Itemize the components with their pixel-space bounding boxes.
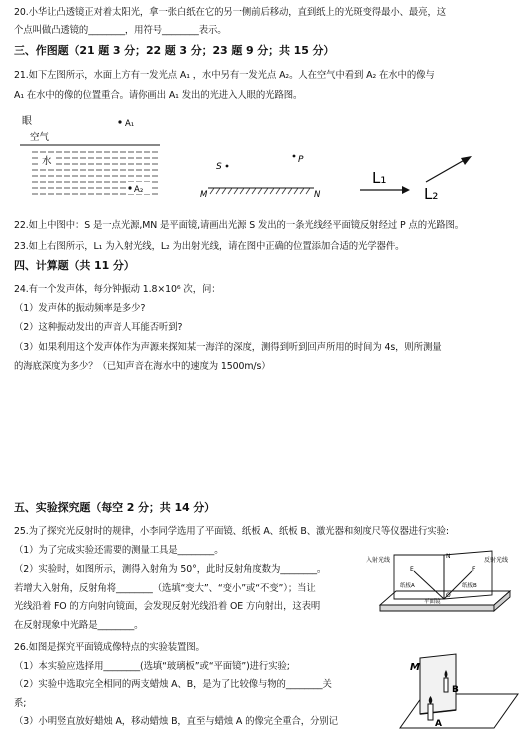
q25-part2-line3: 光线沿着 FO 的方向射向镜面，会发现反射光线沿着 OE 方向射出，这表明 [14,601,321,612]
q21-line1: 21.如下左图所示，水面上方有一发光点 A₁ ，水中另有一发光点 A₂。人在空气中看到 A₂ 在水中的像与 [14,70,435,81]
q21-line2: A₁ 在水中的像的位置重合。请你画出 A₁ 发出的光进入人眼的光路图。 [14,90,303,101]
fig21-a1-label: A₁ [125,119,135,129]
q24-text: 24.有一个发声体，每分钟振动 1.8×10⁶ 次，问： [14,284,221,295]
q25-part1: （1）为了完成实验还需要的测量工具是________。 [14,545,224,556]
fig21-a2-label: A₂ [134,185,144,195]
fig21-eye-label: 眼 [22,116,32,127]
q25-text: 25.为了探究光反射时的规律，小李同学选用了平面镜、纸板 A、纸板 B、激光器和刻度尺等仪器进行实验: [14,526,449,537]
q23-text: 23.如上右图所示，L₁ 为入射光线，L₂ 为出射光线，请在图中正确的位置添加合适的光学器件。 [14,241,405,252]
fig26-a-label: A [435,719,442,729]
fig26-m-label: M [410,662,420,673]
fig26-candle-a [428,704,433,720]
q24-part3-line2: 的海底深度为多少？（已知声音在海水中的速度为 1500m/s） [14,361,271,372]
q22-text: 22.如上中图中：S 是一点光源,MN 是平面镜,请画出光源 S 发出的一条光线经平面镜反射经过 P 点的光路图。 [14,220,465,231]
q26-part3: （3）小明竖直放好蜡烛 A，移动蜡烛 B，直至与蜡烛 A 的像完全重合，分别记 [14,716,338,727]
fig23-l1-label: L₁ [372,169,387,187]
fig25-o-label: O [446,592,451,599]
fig22-mirror-diagram [196,148,336,200]
fig21-water-label: 水 [42,156,52,167]
fig22-n-label: N [314,190,321,200]
fig22-p-dot [293,155,296,158]
fig21-air-label: 空气 [30,132,50,143]
fig21-a1-dot [118,120,121,123]
fig25-incident-ray [414,571,444,599]
fig25-mirror-label: 平面镜 [424,599,441,605]
fig22-mirror-hatch [210,188,310,194]
fig22-m-label: M [200,190,208,200]
q26-text: 26.如图是探究平面镜成像特点的实验装置图。 [14,642,205,653]
fig26-plane-mirror-diagram [398,648,520,730]
section3-heading: 三、作图题（21 题 3 分；22 题 3 分；23 题 9 分；共 15 分） [14,44,335,57]
fig25-f-label: F [472,566,476,573]
q20-line2: 个点叫做凸透镜的________，用符号________表示。 [14,25,227,36]
q25-part2-line4: 在反射现象中光路是________。 [14,620,144,631]
q26-part2-line1: （2）实验中选取完全相同的两支蜡烛 A、B，是为了比较像与物的________关 [14,679,332,690]
fig25-reflected-label: 反射光线 [484,557,509,564]
fig25-board-b-label: 纸板B [462,583,477,589]
fig26-table [400,694,518,728]
fig23-light-path-diagram [356,152,481,202]
fig25-board-a-label: 纸板A [400,583,415,589]
fig22-s-dot [226,165,229,168]
fig21-a2-dot [128,186,131,189]
fig25-e-label: E [410,566,414,573]
fig25-n-label: N [446,553,451,560]
fig26-glass-plate [420,654,456,714]
q24-part3-line1: （3）如果利用这个发声体作为声源来探知某一海洋的深度，测得到听到回声所用的时间为 4s，则所测量 [14,342,442,353]
fig23-l2-ray [426,158,468,182]
section5-heading: 五、实验探究题（每空 2 分；共 14 分） [14,501,216,514]
q24-part1: （1）发声体的振动频率是多少? [14,303,146,314]
q25-part2-line1: （2）实验时，如图所示，测得入射角为 50°，此时反射角度数为________。 [14,564,327,575]
fig23-l2-arrowhead [461,156,472,165]
fig22-p-label: P [298,155,304,165]
fig26-b-label: B [452,685,459,695]
q24-part2: （2）这种振动发出的声音人耳能否听到? [14,322,183,333]
fig26-candle-b [444,678,448,692]
q26-part1: （1）本实验应选择用________(选填“玻璃板”或“平面镜”)进行实验; [14,661,290,672]
fig23-l1-arrowhead [402,186,410,194]
fig22-s-label: S [216,162,222,172]
q20-line1: 20.小华让凸透镜正对着太阳光，拿一张白纸在它的另一侧前后移动，直到纸上的光斑变得最小、最亮，这 [14,7,446,18]
fig23-l2-label: L₂ [424,185,439,202]
q26-part2-line2: 系; [14,698,27,709]
fig25-reflection-diagram [366,549,516,619]
q25-part2-line2: 若增大入射角，反射角将________（选填“变大”、“变小”或“不变”）；当让 [14,583,316,594]
fig25-incident-label: 入射光线 [366,557,391,564]
fig21-water-diagram [20,112,170,202]
section4-heading: 四、计算题（共 11 分） [14,259,135,272]
